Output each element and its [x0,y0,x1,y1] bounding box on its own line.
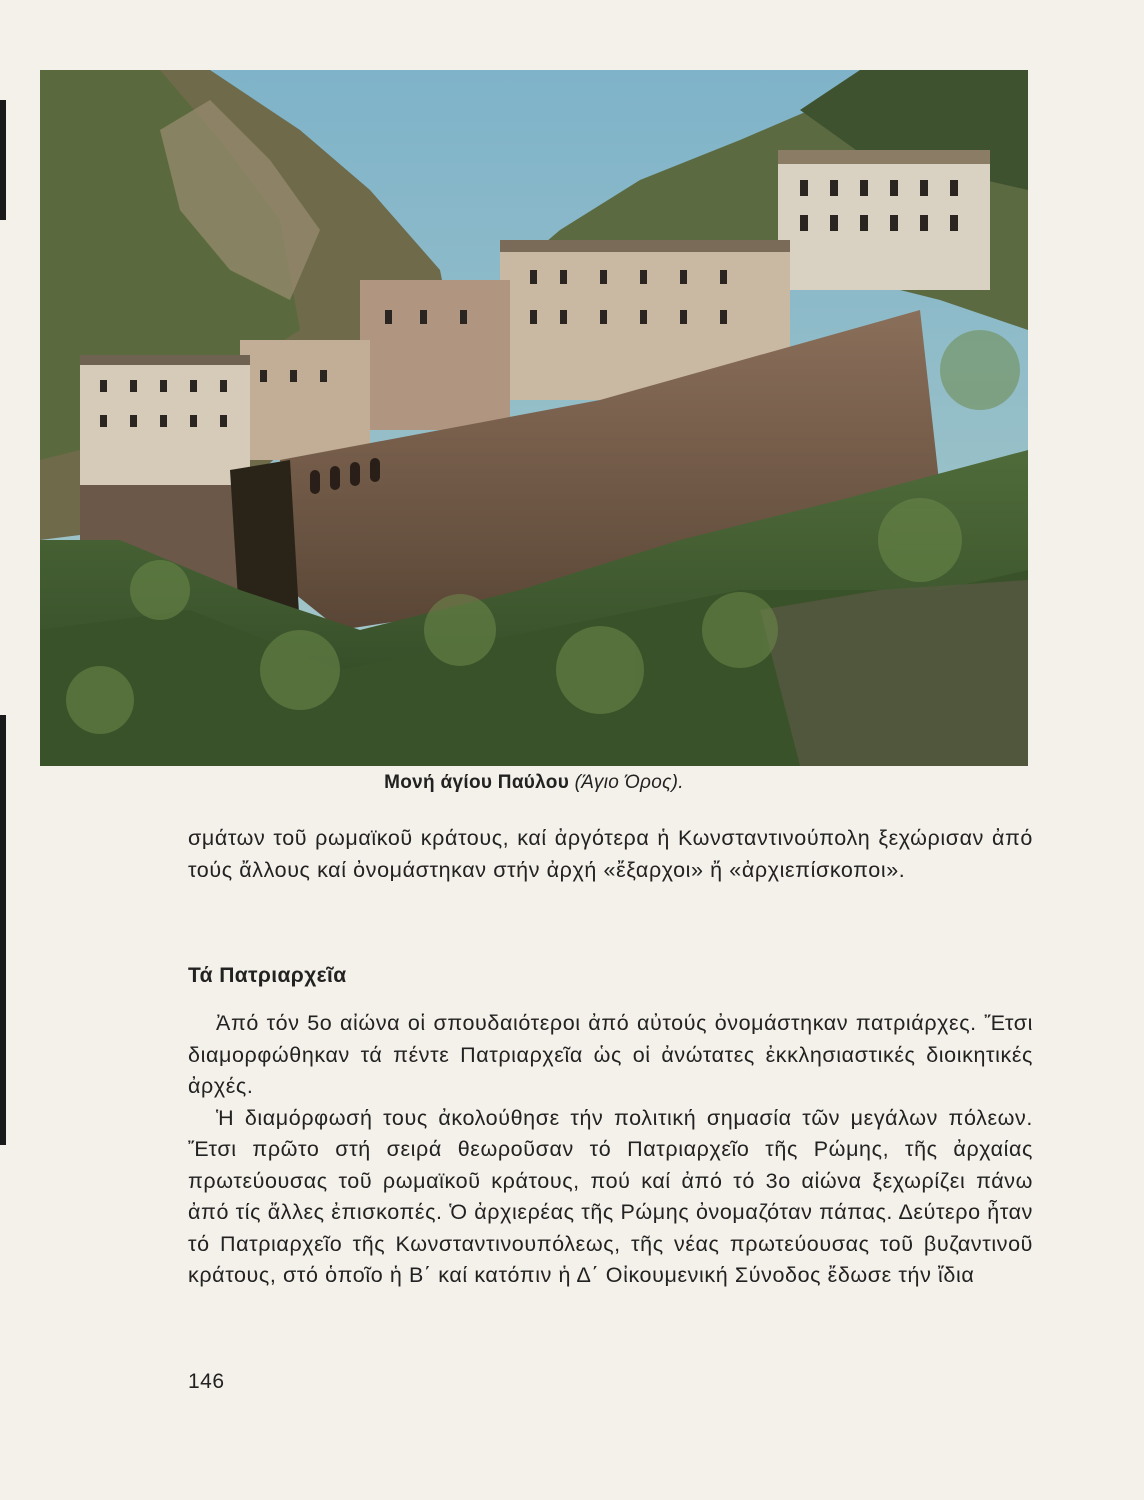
monastery-photo [40,70,1028,766]
page-number: 146 [188,1370,225,1393]
intro-paragraph [188,823,1033,886]
page-edge-top [0,100,6,220]
paragraph-1: Ἀπό τόν 5ο αἰώνα οἱ σπουδαιότεροι ἀπό αὐτούς ὀνομάστηκαν πατριάρχες. Ἔτσι διαμορφώθηκαν τά πέντε Πατριαρχεῖα ὡς οἱ ἀνώτατες ἐκκλησιαστικές διοικητικές ἀρχές. [188,1011,1033,1098]
photo-caption [40,772,1028,794]
caption-location: (Άγιο Όρος). [569,772,684,793]
body-paragraphs [188,1008,1033,1292]
intro-text: σμάτων τοῦ ρωμαϊκοῦ κράτους, καί ἀργότερα ἡ Κωνσταντινούπολη ξεχώρισαν ἀπό τούς ἄλλους καί ὀνομάστηκαν στήν ἀρχή «ἔξαρχοι» ἤ «ἀρχιεπίσκοποι». [188,826,1033,882]
paragraph-2: Ἡ διαμόρφωσή τους ἀκολούθησε τήν πολιτική σημασία τῶν μεγάλων πόλεων. Ἔτσι πρῶτο στή σειρά θεωροῦσαν τό Πατριαρχεῖο τῆς Ρώμης, τῆς ἀρχαίας πρωτεύουσας τοῦ ρωμαϊκοῦ κράτους, πού καί ἀπό τό 3ο αἰώνα ξεχωρίζει πάνω ἀπό τίς ἄλλες ἐπισκοπές. Ὁ ἀρχιερέας τῆς Ρώμης ὀνομαζόταν πάπας. Δεύτερο ἦταν τό Πατριαρχεῖο τῆς Κωνσταντινουπόλεως, τῆς νέας πρωτεύουσας τοῦ βυζαντινοῦ κράτους, στό ὁποῖο ἡ Β΄ καί κατόπιν ἡ Δ΄ Οἰκουμενική Σύνοδος ἔδωσε τήν ἴδια [188,1105,1033,1287]
section-heading: Τά Πατριαρχεῖα [188,964,347,987]
page-edge-bottom [0,715,6,1145]
caption-title: Μονή άγίου Παύλου [384,772,570,793]
